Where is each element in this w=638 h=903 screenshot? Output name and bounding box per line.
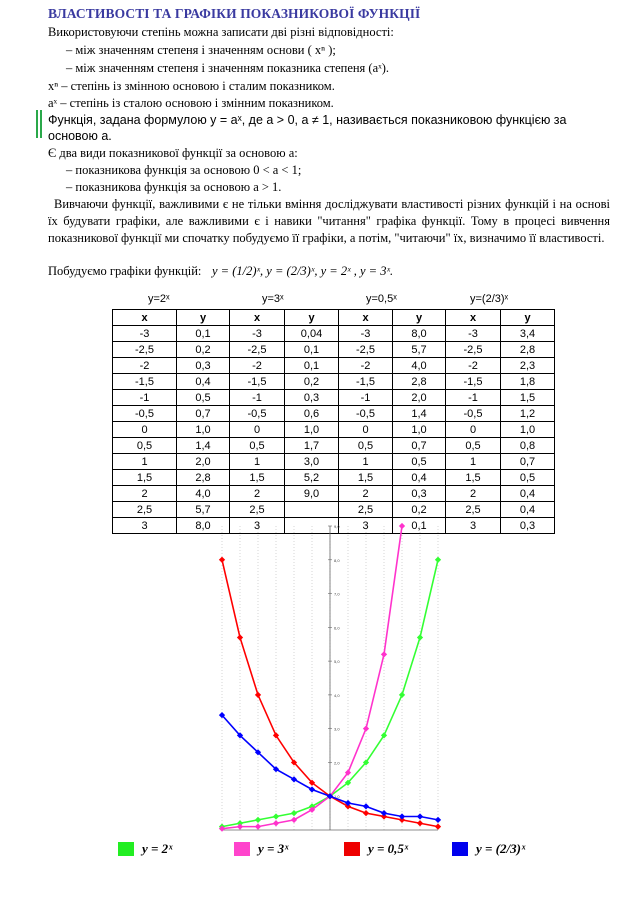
page-title: ВЛАСТИВОСТІ ТА ГРАФІКИ ПОКАЗНИКОВОЇ ФУНКЦІЇ [48, 6, 421, 21]
table-cell: -1 [113, 390, 177, 406]
table-cell: 3 [446, 518, 501, 534]
y-tick-label: 5,0 [334, 659, 340, 665]
data-point [255, 817, 261, 823]
table-cell: -2,5 [446, 342, 501, 358]
legend-swatch-pink [234, 842, 250, 856]
legend-item-23x [452, 841, 525, 857]
table-cell: 0,1 [393, 518, 446, 534]
table-cell: 0,5 [113, 438, 177, 454]
table-cell: 5,2 [285, 470, 339, 486]
table-cell: 1,5 [446, 470, 501, 486]
table-row [113, 502, 555, 518]
table-cell: 0,7 [177, 406, 230, 422]
y-tick-label: 7,0 [334, 591, 340, 597]
group-label-3x: y=3ˣ [262, 293, 284, 305]
table-row [113, 438, 555, 454]
y-tick-label: 9,0 [334, 524, 340, 529]
table-cell: 1,5 [230, 470, 285, 486]
table-cell: 3 [113, 518, 177, 534]
table-cell: 0,1 [285, 358, 339, 374]
table-cell: -1,5 [339, 374, 393, 390]
data-point [435, 817, 441, 823]
table-cell: 0,2 [285, 374, 339, 390]
table-cell: 1,5 [339, 470, 393, 486]
col-header: y [501, 310, 555, 326]
table-cell: -0,5 [339, 406, 393, 422]
table-cell: -1,5 [446, 374, 501, 390]
table-cell: 2,8 [177, 470, 230, 486]
table-cell: -3 [339, 326, 393, 342]
table-cell: 2 [339, 486, 393, 502]
col-header: y [177, 310, 230, 326]
table-cell: 3,0 [285, 454, 339, 470]
table-cell: -1 [230, 390, 285, 406]
table-cell: 2,8 [393, 374, 446, 390]
data-point [399, 692, 405, 698]
table-cell: 0,5 [339, 438, 393, 454]
table-header-row [113, 310, 555, 326]
table-cell: 2,0 [393, 390, 446, 406]
data-point [273, 813, 279, 819]
table-cell: 2 [230, 486, 285, 502]
table-cell: 2,5 [446, 502, 501, 518]
table-cell: 0,7 [393, 438, 446, 454]
table-cell: 0,4 [177, 374, 230, 390]
legend-item-2x [118, 841, 173, 857]
table-cell: 0 [446, 422, 501, 438]
y-tick-label: 6,0 [334, 625, 340, 631]
table-cell: -1,5 [113, 374, 177, 390]
data-point [363, 810, 369, 816]
y-tick-label: 1,0 [334, 794, 340, 800]
table-row [113, 454, 555, 470]
legend-swatch-blue [452, 842, 468, 856]
data-point [219, 557, 225, 563]
definition-ax: aˣ – степінь із сталою основою і змінним показником. [48, 96, 334, 110]
paragraph: Вивчаючи функції, важливими є не тільки вміння досліджувати властивості різних функцій і на основі їх будувати графіки, але важливими є і навики "читання" графіка функції. Тому в процесі вивчення показникової функції ми спочатку побудуємо її графіки, а потім, "читаючи" їх, визначимо її властивості. [48, 197, 610, 245]
table-cell [285, 502, 339, 518]
table-cell: 2,0 [177, 454, 230, 470]
legend-swatch-red [344, 842, 360, 856]
table-cell: -3 [230, 326, 285, 342]
table-row [113, 406, 555, 422]
table-cell: 0,6 [285, 406, 339, 422]
table-row [113, 422, 555, 438]
legend-label: y = (2/3)ˣ [476, 841, 526, 856]
table-cell: -3 [446, 326, 501, 342]
y-tick-label: 4,0 [334, 692, 340, 698]
table-cell: 1,2 [501, 406, 555, 422]
legend-label: y = 0,5ˣ [368, 841, 409, 856]
table-cell: 2,5 [339, 502, 393, 518]
table-cell: 0,8 [501, 438, 555, 454]
table-cell: 1,4 [177, 438, 230, 454]
table-cell: 1 [230, 454, 285, 470]
table-cell: 5,7 [393, 342, 446, 358]
data-point [309, 786, 315, 792]
data-point [435, 557, 441, 563]
y-tick-label: 3,0 [334, 726, 340, 732]
table-cell: -1,5 [230, 374, 285, 390]
kind-2: – показникова функція за основою a > 1. [66, 180, 282, 194]
table-cell: 0 [339, 422, 393, 438]
table-cell: -2,5 [113, 342, 177, 358]
table-cell: 0,5 [230, 438, 285, 454]
data-point [255, 824, 261, 830]
table-cell: 0,2 [177, 342, 230, 358]
col-header: x [230, 310, 285, 326]
table-cell: 8,0 [177, 518, 230, 534]
table-cell: 1,0 [393, 422, 446, 438]
table-cell: 1,0 [501, 422, 555, 438]
table-cell: 1,5 [501, 390, 555, 406]
col-header: x [339, 310, 393, 326]
table-cell: 0,4 [393, 470, 446, 486]
table-cell: 1 [113, 454, 177, 470]
highlight-bar [36, 110, 38, 138]
col-header: x [446, 310, 501, 326]
table-cell: 0,1 [177, 326, 230, 342]
data-point [381, 651, 387, 657]
data-point [291, 817, 297, 823]
table-cell: 1,5 [113, 470, 177, 486]
table-cell: 1,8 [501, 374, 555, 390]
table-cell: 2,3 [501, 358, 555, 374]
table-cell: -0,5 [446, 406, 501, 422]
table-cell: 0,3 [177, 358, 230, 374]
table-cell: -2 [230, 358, 285, 374]
y-tick-label: 8,0 [334, 557, 340, 563]
table-cell: -2 [446, 358, 501, 374]
definition-xn: xⁿ – степінь із змінною основою і сталим показником. [48, 79, 335, 93]
data-point [363, 726, 369, 732]
data-point [273, 820, 279, 826]
table-cell: 4,0 [393, 358, 446, 374]
table-cell: -3 [113, 326, 177, 342]
table-cell: -0,5 [230, 406, 285, 422]
data-point [399, 523, 405, 529]
table-row [113, 326, 555, 342]
intro-text: Використовуючи степінь можна записати дві різні відповідності: [48, 25, 394, 39]
bullet-xn: – між значенням степеня і значенням основи ( xⁿ ); [66, 43, 336, 57]
data-point [291, 776, 297, 782]
data-point [417, 634, 423, 640]
table-cell: 0,3 [285, 390, 339, 406]
table-cell: -0,5 [113, 406, 177, 422]
y-tick-label: 2,0 [334, 760, 340, 766]
data-point [291, 810, 297, 816]
table-cell: 0,3 [393, 486, 446, 502]
table-cell: 0,5 [446, 438, 501, 454]
table-cell: 1,0 [285, 422, 339, 438]
table-cell: -1 [339, 390, 393, 406]
table-cell: 9,0 [285, 486, 339, 502]
table-cell: 2,5 [230, 502, 285, 518]
group-label-05x: y=0,5ˣ [366, 293, 397, 305]
group-label-23x: y=(2/3)ˣ [470, 293, 509, 305]
col-header: y [285, 310, 339, 326]
table-row [113, 470, 555, 486]
data-point [363, 803, 369, 809]
table-cell: 0,2 [393, 502, 446, 518]
table-cell: 0,04 [285, 326, 339, 342]
table-cell: 0,4 [501, 502, 555, 518]
table-cell: 0,5 [501, 470, 555, 486]
col-header: x [113, 310, 177, 326]
definition-highlight-2: основою a. [48, 129, 112, 143]
table-cell: 0 [113, 422, 177, 438]
table-cell: -1 [446, 390, 501, 406]
highlight-bar-2 [40, 110, 42, 138]
group-label-2x: y=2ˣ [148, 293, 170, 305]
bullet-ax: – між значенням степеня і значенням показника степеня (aˣ). [66, 61, 390, 75]
table-cell: 0,4 [501, 486, 555, 502]
formulas: y = (1/2)ˣ, y = (2/3)ˣ, y = 2ˣ , y = 3ˣ. [212, 264, 394, 278]
table-cell: 0,7 [501, 454, 555, 470]
table-cell: -2 [113, 358, 177, 374]
table-cell: 1 [339, 454, 393, 470]
table-cell: 1,7 [285, 438, 339, 454]
data-point [435, 824, 441, 830]
table-cell: 1,0 [177, 422, 230, 438]
table-cell: 2 [446, 486, 501, 502]
table-cell: 3 [230, 518, 285, 534]
table-cell: 8,0 [393, 326, 446, 342]
data-point [417, 813, 423, 819]
table-cell: 0,3 [501, 518, 555, 534]
legend-item-05x [344, 841, 408, 857]
table-cell: 1 [446, 454, 501, 470]
build-label: Побудуємо графіки функцій: [48, 264, 202, 278]
table-cell: 3 [339, 518, 393, 534]
legend-label: y = 2ˣ [142, 841, 173, 856]
table-row [113, 390, 555, 406]
kinds-text: Є два види показникової функції за основою a: [48, 146, 298, 160]
values-table [112, 309, 555, 534]
definition-highlight-1: Функція, задана формулою y = aˣ, де a > 0, a ≠ 1, називається показниковою функцією за [48, 113, 567, 127]
table-cell: -2,5 [339, 342, 393, 358]
table-row [113, 342, 555, 358]
table-cell: 3,4 [501, 326, 555, 342]
table-cell: 0,5 [393, 454, 446, 470]
table-cell: 1,4 [393, 406, 446, 422]
data-point [255, 692, 261, 698]
legend-swatch-green [118, 842, 134, 856]
table-cell: 4,0 [177, 486, 230, 502]
table-row [113, 374, 555, 390]
table-cell: 2,8 [501, 342, 555, 358]
table-cell: 0,5 [177, 390, 230, 406]
col-header: y [393, 310, 446, 326]
table-cell: -2 [339, 358, 393, 374]
data-point [237, 634, 243, 640]
legend-label: y = 3ˣ [258, 841, 289, 856]
table-cell: 5,7 [177, 502, 230, 518]
table-cell: 0 [230, 422, 285, 438]
table-row [113, 358, 555, 374]
table-cell: 0,1 [285, 342, 339, 358]
exponential-chart [200, 520, 450, 840]
table-cell: 2 [113, 486, 177, 502]
table-row [113, 486, 555, 502]
kind-1: – показникова функція за основою 0 < a < 1; [66, 163, 302, 177]
data-point [417, 820, 423, 826]
legend-item-3x [234, 841, 289, 857]
table-cell: 2,5 [113, 502, 177, 518]
table-cell: -2,5 [230, 342, 285, 358]
